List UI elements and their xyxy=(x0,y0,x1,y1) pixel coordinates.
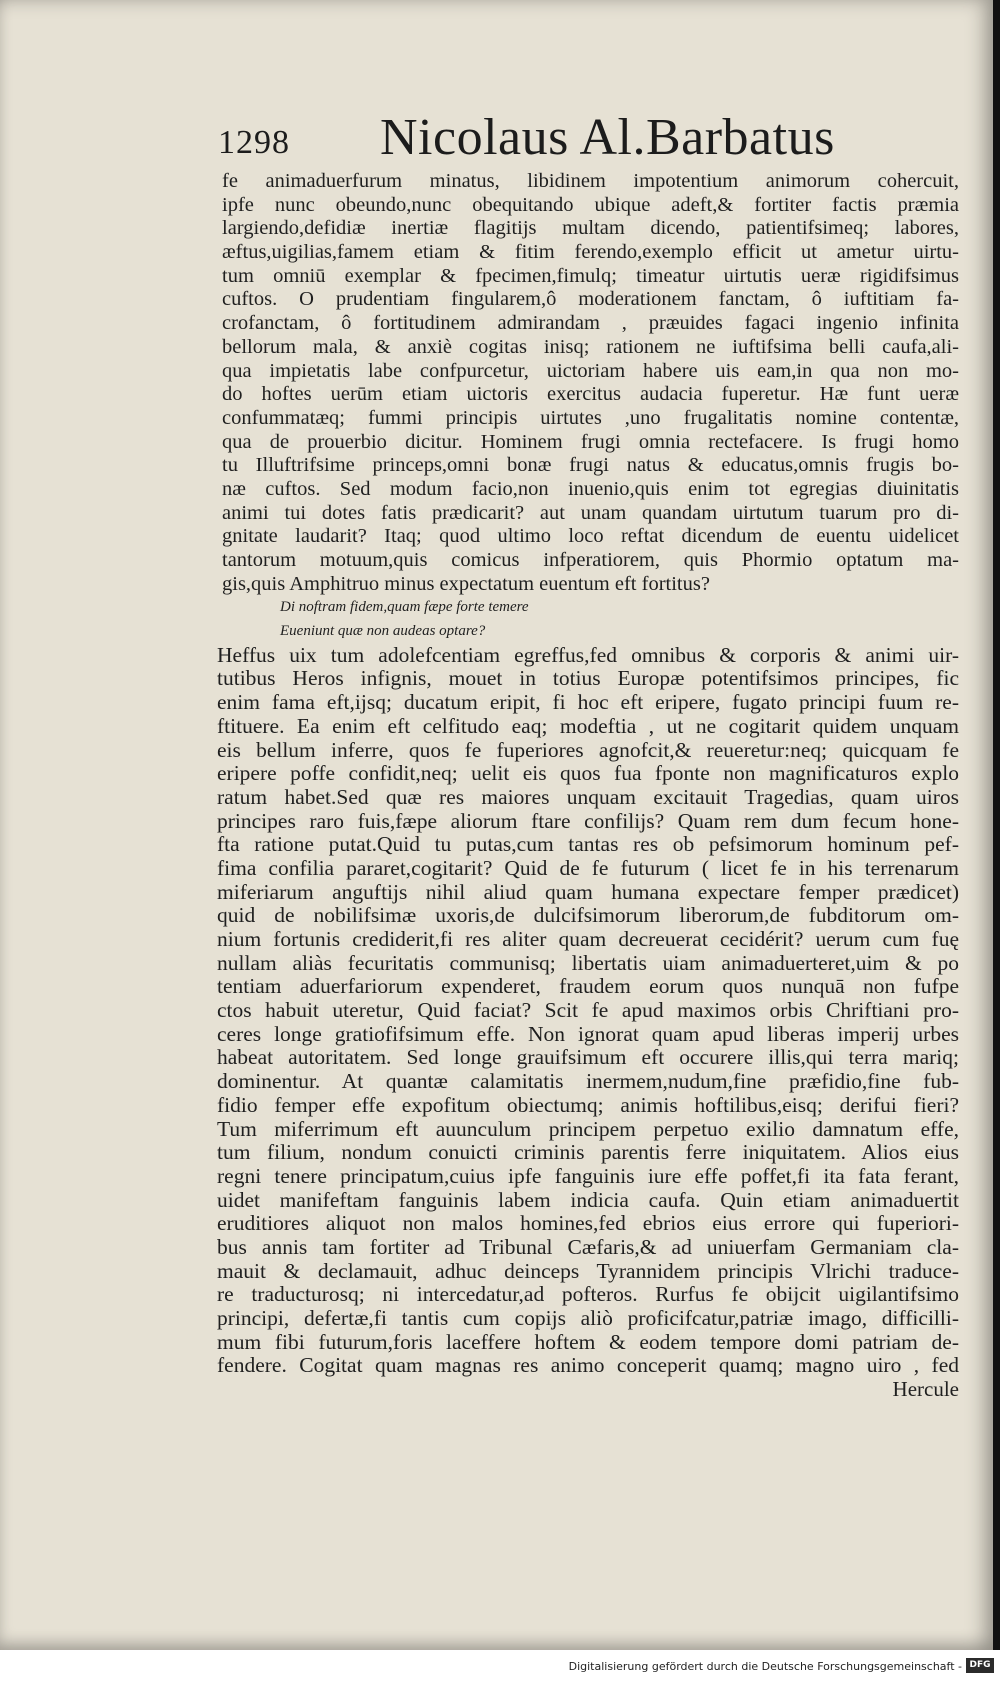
catchword-row xyxy=(222,1378,959,1402)
text-line: habeat autoritatem. Sed longe grauifsimum eft occurere illis,qui terra mariq; xyxy=(217,1046,959,1070)
text-line: ftituere. Ea enim eft celfitudo eaq; modeftia , ut ne cogitarit quidem unquam xyxy=(217,714,959,738)
text-line: eruditiores aliquot non malos homines,fed ebrios eius errore qui fuperiori- xyxy=(217,1212,959,1236)
text-line: Heffus uix tum adolefcentiam egreffus,fed omnibus & corporis & animi uir- xyxy=(217,643,959,667)
text-line: largiendo,defidiæ inertiæ flagitijs multam dicendo, patientifsimeq; labores, xyxy=(222,217,959,240)
text-line: mum fibi futurum,foris laceffere hoftem & eodem tempore domi patriam de- xyxy=(217,1330,959,1354)
text-line: crofanctam, ô fortitudinem admirandam , præuides fagaci ingenio infinita xyxy=(222,312,959,335)
funding-credit: Digitalisierung gefördert durch die Deutsche Forschungsgemeinschaft - xyxy=(568,1660,962,1673)
text-line: principi, defertæ,fi tantis cum copijs aliò proficifcatur,patriæ imago, difficilli- xyxy=(217,1307,959,1330)
text-line: tum omniū exemplar & fpecimen,fimulq; timeatur uirtutis ueræ rigidifsimus xyxy=(222,264,959,287)
quote-line: Di noftram fidem,quam fæpe forte temere xyxy=(280,599,529,616)
text-line: tu Illuftrifsime princeps,omni bonæ frugi natus & educatus,omnis frugis bo- xyxy=(222,454,959,477)
quote-line: Eueniunt quæ non audeas optare? xyxy=(280,623,486,640)
paragraph-1 xyxy=(222,170,959,596)
text-line: tum filium, nondum conuicti criminis parentis ferre iniquitatem. Alios eius xyxy=(217,1141,959,1165)
text-line: bus annis tam fortiter ad Tribunal Cæfaris,& ad uniuerfam Germaniam cla- xyxy=(217,1235,959,1259)
text-line: ratum habet.Sed quæ res maiores unquam excitauit Tragedias, quam uiros xyxy=(217,785,959,809)
body-text xyxy=(217,170,959,1402)
page-edge-shadow xyxy=(993,0,1000,1650)
page-header xyxy=(0,108,993,168)
text-line: tutibus Heros infignis, mouet in totius Europæ potentifsimos principes, fic xyxy=(217,667,959,691)
page-number: 1298 xyxy=(218,124,290,161)
text-line: Tum miferrimum eft auunculum principem perpetuo exilio damnatum effe, xyxy=(217,1117,959,1141)
text-line: dominentur. At quantæ calamitatis inermem,nudum,fine præfidio,fine fub- xyxy=(217,1070,959,1094)
digitization-footer xyxy=(0,1650,1000,1683)
text-line: fe animaduerfurum minatus, libidinem impotentium animorum cohercuit, xyxy=(222,170,959,192)
text-line: gis,quis Amphitruo minus expectatum euentum eft fortitus? xyxy=(222,572,710,595)
text-line: enim fama eft,ijsq; ducatum eripit, fi hoc eft eripere, fugato principi fuum re- xyxy=(217,691,959,715)
catchword: Hercule xyxy=(892,1377,959,1402)
text-line: eis bellum inferre, quos fe fuperiores agnofcit,& reueretur:neq; quicquam fe xyxy=(217,738,959,762)
text-line: bellorum mala, & anxiè cogitas inisq; rationem ne iuftifsima belli caufa,ali- xyxy=(222,335,959,358)
text-line: confummatæq; fummi principis uirtutes ,uno frugalitatis nomine contentæ, xyxy=(222,406,959,429)
text-line: ipfe nunc obeundo,nunc obequitando ubique adeft,& fortiter factis præmia xyxy=(222,193,959,216)
text-line: ctos habuit uteretur, Quid faciat? Scit fe apud maximos orbis Chriftiani pro- xyxy=(217,999,959,1023)
text-line: animi tui dotes fatis prædicarit? aut unam quandam uirtutum tuarum pro di- xyxy=(222,501,959,524)
text-line: tentiam aduerfariorum expenderet, fraudem eorum quos nunquā non fufpe xyxy=(217,975,959,999)
text-line: qua de prouerbio dicitur. Hominem frugi omnia rectefacere. Is frugi homo xyxy=(222,430,959,453)
text-line: næ cuftos. Sed modum facio,non inuenio,quis enim tot egregias diuinitatis xyxy=(222,477,959,500)
verse-quote xyxy=(222,596,959,643)
text-line: gnitate laudarit? Itaq; quod ultimo loco reftat dicendum de euentu uidelicet xyxy=(222,525,959,548)
text-line: regni tenere principatum,cuius ipfe fanguinis iure effe poffet,fi ita fata ferant, xyxy=(217,1164,959,1188)
paragraph-2 xyxy=(217,644,959,1378)
text-line: ceres longe gratiofifsimum effe. Non ignorat quam apud liberas imperij urbes xyxy=(217,1022,959,1046)
dfg-logo-icon: DFG xyxy=(966,1658,994,1673)
text-line: fendere. Cogitat quam magnas res animo conceperit quamq; magno uiro , fed xyxy=(217,1354,959,1378)
text-line: æftus,uigilias,famem etiam & fitim ferendo,exemplo efficit ut ametur uirtu- xyxy=(222,241,959,264)
text-line: fta ratione putat.Quid tu putas,cum tantas res ob pefsimorum hominum pef- xyxy=(217,833,959,857)
text-line: miferiarum anguftijs nihil aliud quam humana expectare femper prædicet) xyxy=(217,880,959,904)
text-line: qua impietatis labe confpurcetur, uictoriam habere uis eam,in qua non mo- xyxy=(222,359,959,382)
text-line: re traducturosq; ni intercedatur,ad pofteros. Rurfus fe obijcit uigilantifsimo xyxy=(217,1283,959,1307)
text-line: principes raro fuis,fæpe aliorum ftare confilijs? Quam rem dum fecum hone- xyxy=(217,809,959,833)
text-line: do hoftes uerūm etiam uictoris exercitus audacia fuperetur. Hæ funt ueræ xyxy=(222,383,959,406)
text-line: uidet manifeftam fanguinis labem indicia caufa. Quin etiam animaduertit xyxy=(217,1188,959,1212)
text-line: nullam aliàs fecuritatis communisq; libertatis uiam animaduerteret,uim & po xyxy=(217,951,959,975)
text-line: cuftos. O prudentiam fingularem,ô moderationem fanctam, ô iuftitiam fa- xyxy=(222,288,959,311)
text-line: fidio femper effe expofitum obiectumq; animis hoftilibus,eisq; derifui fieri? xyxy=(217,1093,959,1117)
text-line: mauit & declamauit, adhuc deinceps Tyrannidem principis Vlrichi traduce- xyxy=(217,1259,959,1283)
running-title: Nicolaus Al.Barbatus xyxy=(380,109,835,166)
text-line: tantorum motuum,quis comicus infperatiorem, quis Phormio optatum ma- xyxy=(222,549,959,571)
text-line: nium fortunis crediderit,fi res aliter quam decreuerat cecidérit? uerum cum fuę xyxy=(217,928,959,951)
text-line: eripere poffe confidit,neq; uelit eis quos fua fponte non magnificaturos explo xyxy=(217,762,959,786)
text-line: fima confilia pararet,cogitarit? Quid de fe futurum ( licet fe in his terrenarum xyxy=(217,856,959,880)
text-line: quid de nobilifsimæ uxoris,de dulcifsimorum liberorum,de fubditorum om- xyxy=(217,904,959,928)
